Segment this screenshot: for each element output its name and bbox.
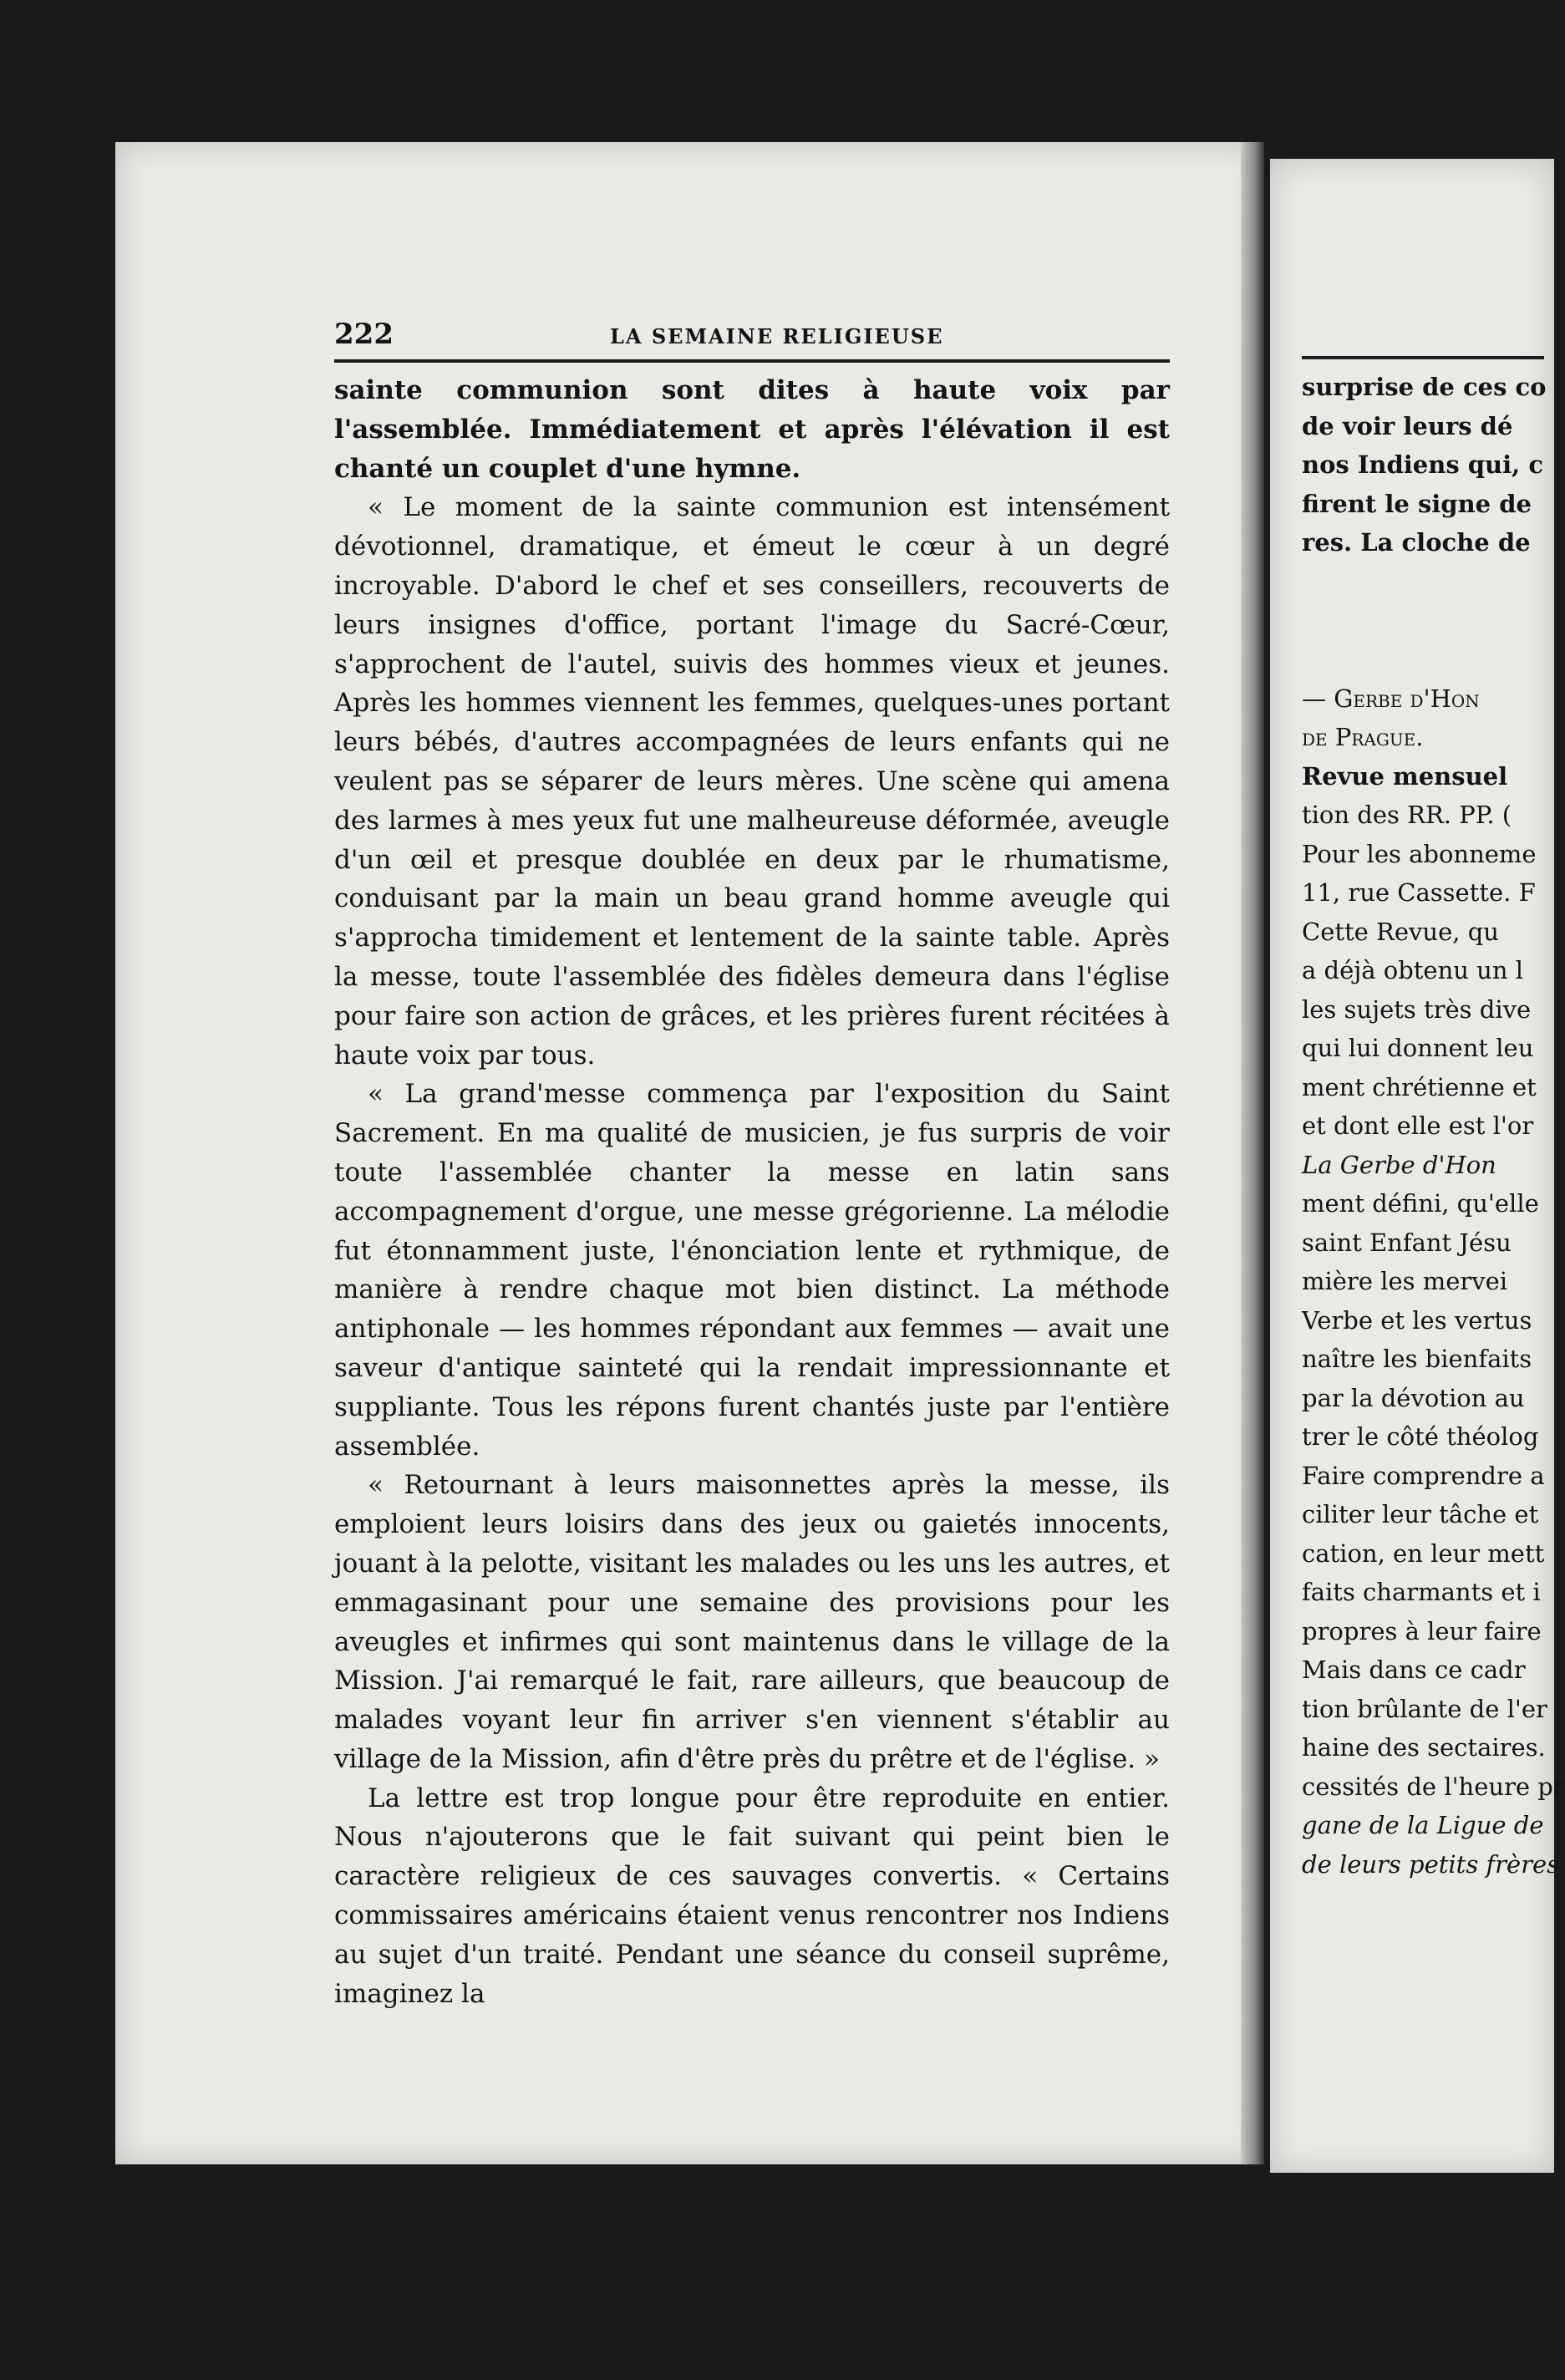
book-gutter (1241, 142, 1264, 2164)
running-title: LA SEMAINE RELIGIEUSE (610, 324, 944, 348)
right-header-rule (1302, 356, 1544, 359)
right-line: ciliter leur tâche et (1302, 1500, 1539, 1528)
paragraph-4: « Retournant à leurs maisonnettes après la messe, ils emploient leurs loisirs dans des jeux ou gaietés innocents, jouant à la pelotte, visitant les malades ou les uns les autres, et emmagasinant pour une semaine des provisions pour les aveugles et infirmes qui sont maintenus dans le village de la Mission. J'ai remarqué le fait, rare ailleurs, que beaucoup de malades voyant leur fin arriver s'en viennent s'établir au village de la Mission, afin d'être près du prêtre et de l'église. » (334, 1470, 1170, 1774)
right-line: et dont elle est l'or (1302, 1111, 1534, 1140)
section-gap (1302, 562, 1544, 679)
right-line: par la dévotion au (1302, 1383, 1525, 1412)
left-page-content (334, 318, 1170, 2013)
page-header (334, 318, 1170, 363)
right-line: qui lui donnent leu (1302, 1034, 1534, 1062)
right-line: mière les mervei (1302, 1267, 1508, 1295)
right-line: de leurs petits frères (1302, 1849, 1560, 1879)
right-line: ment chrétienne et (1302, 1072, 1537, 1101)
right-line: haine des sectaires. (1302, 1733, 1546, 1762)
right-line: Cette Revue, qu (1302, 917, 1499, 946)
right-line: tion des RR. PP. ( (1302, 801, 1512, 829)
paragraph-5: La lettre est trop longue pour être reproduite en entier. Nous n'ajouterons que le fait suivant qui peint bien le caractère religieux de ces sauvages convertis. « Certains commissaires américains étaient venus rencontrer nos Indiens au sujet d'un traité. Pendant une séance du conseil suprême, imaginez la (334, 1782, 1170, 2009)
right-line: Revue mensuel (1302, 761, 1508, 791)
right-line: surprise de ces co (1302, 373, 1547, 401)
right-line: tion brûlante de l'er (1302, 1694, 1547, 1723)
right-line: de voir leurs dé (1302, 411, 1513, 440)
right-line: cation, en leur mett (1302, 1538, 1545, 1568)
right-line: firent le signe de (1302, 489, 1532, 518)
paragraph-2: « Le moment de la sainte communion est intensément dévotionnel, dramatique, et émeut le cœur à un degré incroyable. D'abord le chef et ses conseillers, recouverts de leurs insignes d'office, portant l'image du Sacré-Cœur, s'approchent de l'autel, suivis des hommes vieux et jeunes. Après les hommes viennent les femmes, quelques-unes portant leurs bébés, d'autres accompagnées de leurs enfants qui ne veulent pas se séparer de leurs mères. Une scène qui amena des larmes à mes yeux fut une malheureuse déformée, aveugle d'un œil et presque doublée en deux par le rhumatisme, conduisant par la main un beau grand homme aveugle qui s'approcha timidement et lentement de la sainte table. Après la messe, toute l'assemblée des fidèles demeura dans l'église pour faire son action de grâces, et les prières furent récitées à haute voix par tous. (334, 492, 1170, 1070)
right-line: 11, rue Cassette. F (1302, 878, 1536, 907)
right-line: de Prague. (1302, 723, 1424, 751)
right-line: faits charmants et i (1302, 1578, 1541, 1606)
page-number: 222 (334, 318, 394, 351)
right-line: Pour les abonneme (1302, 839, 1537, 868)
right-line: saint Enfant Jésu (1302, 1228, 1512, 1257)
right-line: les sujets très dive (1302, 994, 1532, 1024)
right-page-content (1302, 318, 1565, 1884)
right-line: Verbe et les vertus (1302, 1305, 1532, 1335)
right-line: res. La cloche de (1302, 528, 1531, 557)
paragraph-1: sainte communion sont dites à haute voix par l'assemblée. Immédiatement et après l'élévation il est chanté un couplet d'une hymne. (334, 375, 1170, 484)
right-line: La Gerbe d'Hon (1302, 1150, 1496, 1179)
right-line: a déjà obtenu un l (1302, 956, 1523, 984)
right-line: gane de la Ligue de (1302, 1811, 1544, 1839)
right-line: propres à leur faire (1302, 1616, 1542, 1645)
right-line: nos Indiens qui, c (1302, 450, 1543, 479)
right-line: cessités de l'heure pr (1302, 1772, 1565, 1801)
right-line: trer le côté théolog (1302, 1422, 1539, 1451)
right-line: — Gerbe d'Hon (1302, 684, 1480, 713)
right-line: Mais dans ce cadr (1302, 1655, 1526, 1684)
body-text (334, 371, 1170, 2013)
right-line: naître les bienfaits (1302, 1345, 1532, 1373)
right-line: Faire comprendre a (1302, 1461, 1545, 1490)
right-line: ment défini, qu'elle (1302, 1189, 1539, 1218)
paragraph-3: « La grand'messe commença par l'exposition du Saint Sacrement. En ma qualité de musicien, je fus surpris de voir toute l'assemblée chanter la messe en latin sans accompagnement d'orgue, une messe grégorienne. La mélodie fut étonnamment juste, l'énonciation lente et rythmique, de manière à rendre chaque mot bien distinct. La méthode antiphonale — les hommes répondant aux femmes — avait une saveur d'antique sainteté qui la rendait impressionnante et suppliante. Tous les répons furent chantés juste par l'entière assemblée. (334, 1079, 1170, 1462)
